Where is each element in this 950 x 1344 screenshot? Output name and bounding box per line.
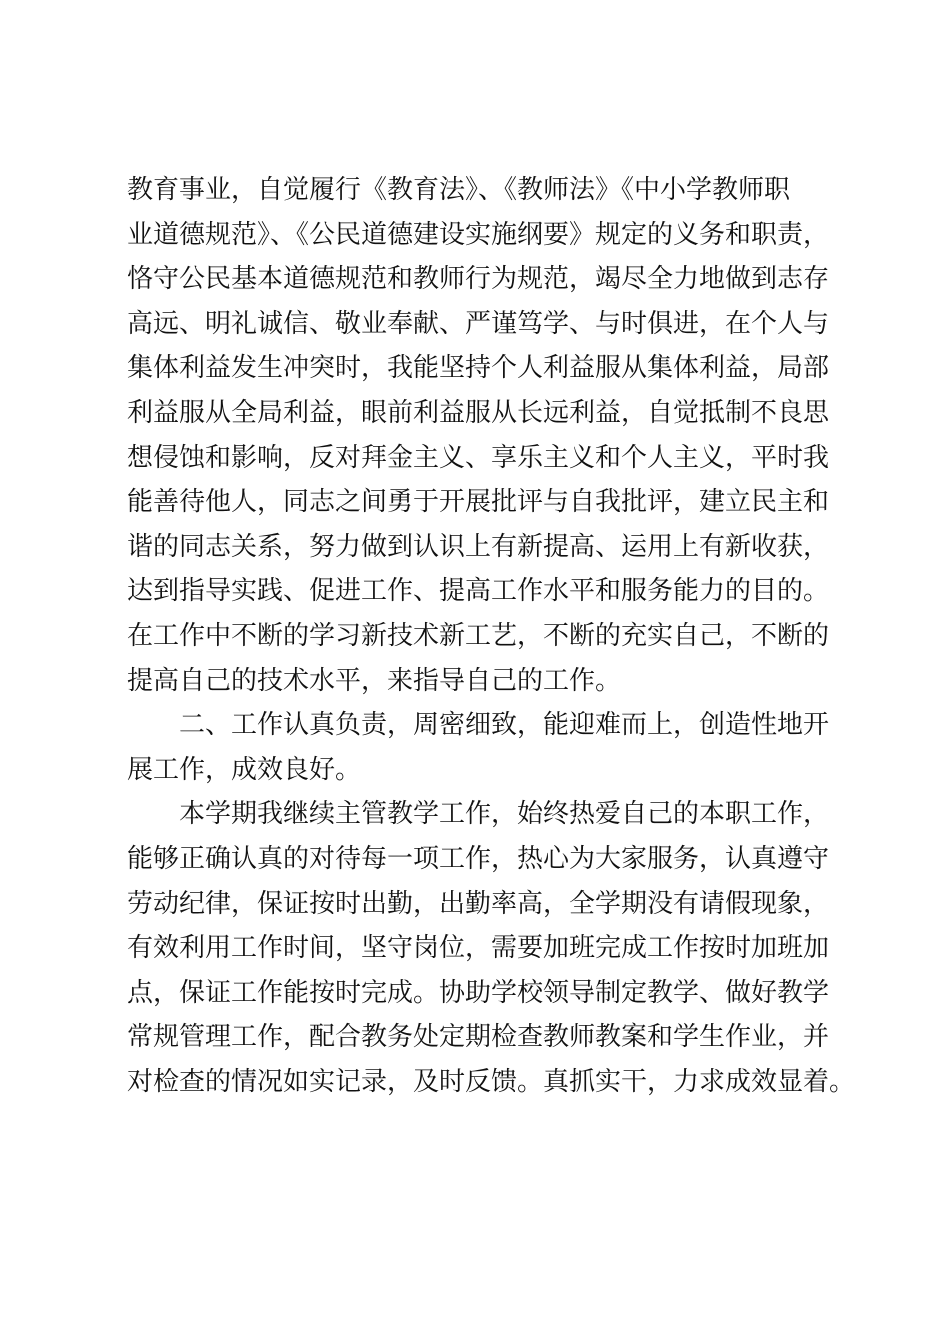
body-text	[127, 168, 856, 1104]
text-line: 能善待他人，同志之间勇于开展批评与自我批评，建立民主和	[127, 487, 830, 518]
text-line: 在工作中不断的学习新技术新工艺，不断的充实自己，不断的	[127, 620, 830, 651]
text-line: 对检查的情况如实记录，及时反馈。真抓实干，力求成效显着。	[127, 1066, 856, 1097]
text-line: 恪守公民基本道德规范和教师行为规范，竭尽全力地做到志存	[127, 264, 830, 295]
text-line: 能够正确认真的对待每一项工作，热心为大家服务，认真遵守	[127, 843, 830, 874]
text-line: 本学期我继续主管教学工作，始终热爱自己的本职工作，	[179, 799, 830, 830]
text-line: 想侵蚀和影响，反对拜金主义、享乐主义和个人主义，平时我	[127, 442, 830, 473]
text-line: 提高自己的技术水平，来指导自己的工作。	[127, 665, 622, 696]
text-line: 利益服从全局利益，眼前利益服从长远利益，自觉抵制不良思	[127, 397, 830, 428]
text-line: 达到指导实践、促进工作、提高工作水平和服务能力的目的。	[127, 576, 830, 607]
text-line: 集体利益发生冲突时，我能坚持个人利益服从集体利益，局部	[127, 353, 830, 384]
text-line: 高远、明礼诚信、敬业奉献、严谨笃学、与时俱进，在个人与	[127, 308, 830, 339]
text-line: 有效利用工作时间，坚守岗位，需要加班完成工作按时加班加	[127, 933, 830, 964]
text-line: 劳动纪律，保证按时出勤，出勤率高，全学期没有请假现象，	[127, 888, 830, 919]
section-heading-line: 展工作，成效良好。	[127, 754, 362, 785]
text-line: 谐的同志关系，努力做到认识上有新提高、运用上有新收获，	[127, 531, 830, 562]
text-line: 点，保证工作能按时完成。协助学校领导制定教学、做好教学	[127, 977, 830, 1008]
text-line: 常规管理工作，配合教务处定期检查教师教案和学生作业，并	[127, 1022, 830, 1053]
text-line: 教育事业，自觉履行《教育法》、《教师法》《中小学教师职	[127, 175, 791, 205]
section-heading-line: 二、工作认真负责，周密细致，能迎难而上，创造性地开	[179, 710, 830, 741]
text-line: 业道德规范》、《公民道德建设实施纲要》规定的义务和职责，	[127, 219, 830, 250]
